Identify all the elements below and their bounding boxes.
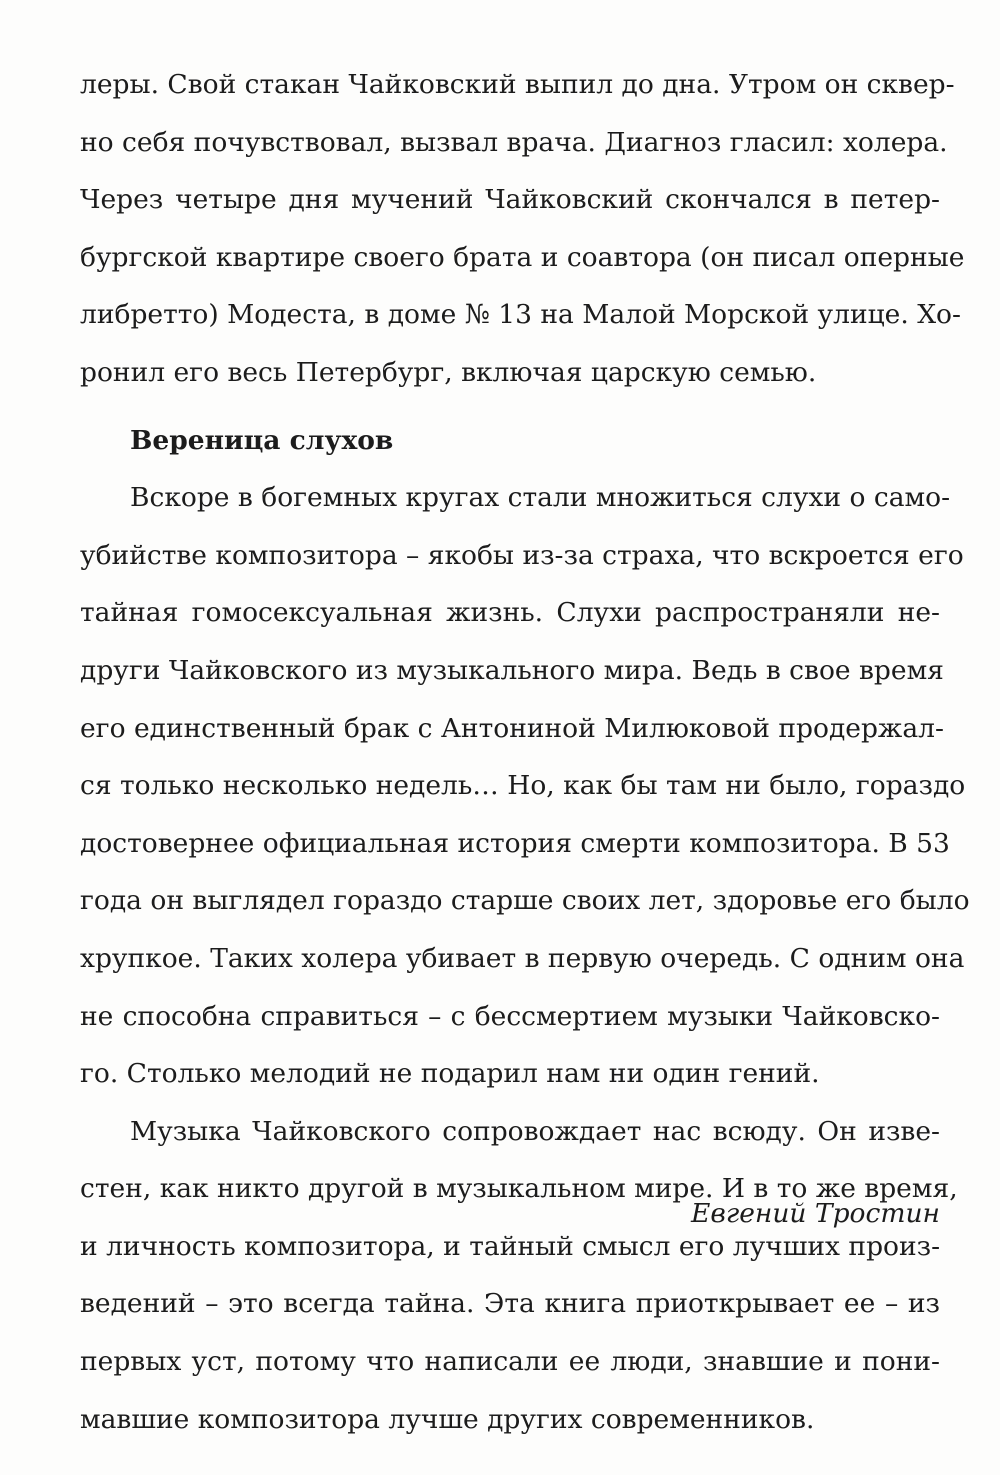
- paragraph-line: ронил его весь Петербург, включая царскую семью.: [80, 356, 817, 388]
- paragraph-death: [80, 56, 965, 402]
- paragraph-line: и личность композитора, и тайный смысл его лучших произ-: [80, 1230, 941, 1262]
- paragraph-line: леры. Свой стакан Чайковский выпил до дна. Утром он сквер-: [80, 69, 955, 100]
- paragraph-line: хрупкое. Таких холера убивает в первую очередь. С одним она: [80, 942, 965, 974]
- paragraph-line: го. Столько мелодий не подарил нам ни один гений.: [80, 1058, 820, 1090]
- paragraph-line: Через четыре дня мучений Чайковский скончался в петер-: [80, 184, 940, 216]
- section-gap: [80, 402, 940, 412]
- paragraph-line: первых уст, потому что написали ее люди, знавшие и пони-: [80, 1346, 940, 1378]
- paragraph-line: достовернее официальная история смерти композитора. В 53: [80, 827, 950, 859]
- section-rumors: [80, 412, 970, 1103]
- paragraph-line: други Чайковского из музыкального мира. Ведь в свое время: [80, 654, 944, 686]
- section-heading: Вереница слухов: [130, 424, 394, 456]
- paragraph-line: ся только несколько недель… Но, как бы там ни было, гораздо: [80, 770, 966, 802]
- paragraph-line: Музыка Чайковского сопровождает нас всюду. Он изве-: [130, 1115, 940, 1147]
- paragraph-line: бургской квартире своего брата и соавтора (он писал оперные: [80, 241, 965, 273]
- paragraph-line: но себя почувствовал, вызвал врача. Диагноз гласил: холера.: [80, 126, 948, 158]
- paragraph-line: его единственный брак с Антониной Милюковой продержал-: [80, 712, 944, 744]
- paragraph-line: либретто) Модеста, в доме № 13 на Малой Морской улице. Хо-: [80, 299, 961, 331]
- paragraph-line: мавшие композитора лучше других современников.: [80, 1403, 815, 1435]
- paragraph-line: ведений – это всегда тайна. Эта книга приоткрывает ее – из: [80, 1288, 940, 1320]
- paragraph-line: тайная гомосексуальная жизнь. Слухи распространяли не-: [80, 597, 940, 629]
- author-signature: Евгений Тростин: [691, 1198, 940, 1229]
- paragraph-line: года он выглядел гораздо старше своих лет, здоровье его было: [80, 885, 970, 917]
- paragraph-line: убийстве композитора – якобы из-за страха, что вскроется его: [80, 539, 964, 571]
- paragraph-line: стен, как никто другой в музыкальном мире. И в то же время,: [80, 1173, 958, 1205]
- paragraph-line: не способна справиться – с бессмертием музыки Чайковско-: [80, 1000, 940, 1032]
- paragraph-music: [80, 1103, 958, 1449]
- paragraph-line: Вскоре в богемных кругах стали множиться слухи о само-: [130, 482, 951, 514]
